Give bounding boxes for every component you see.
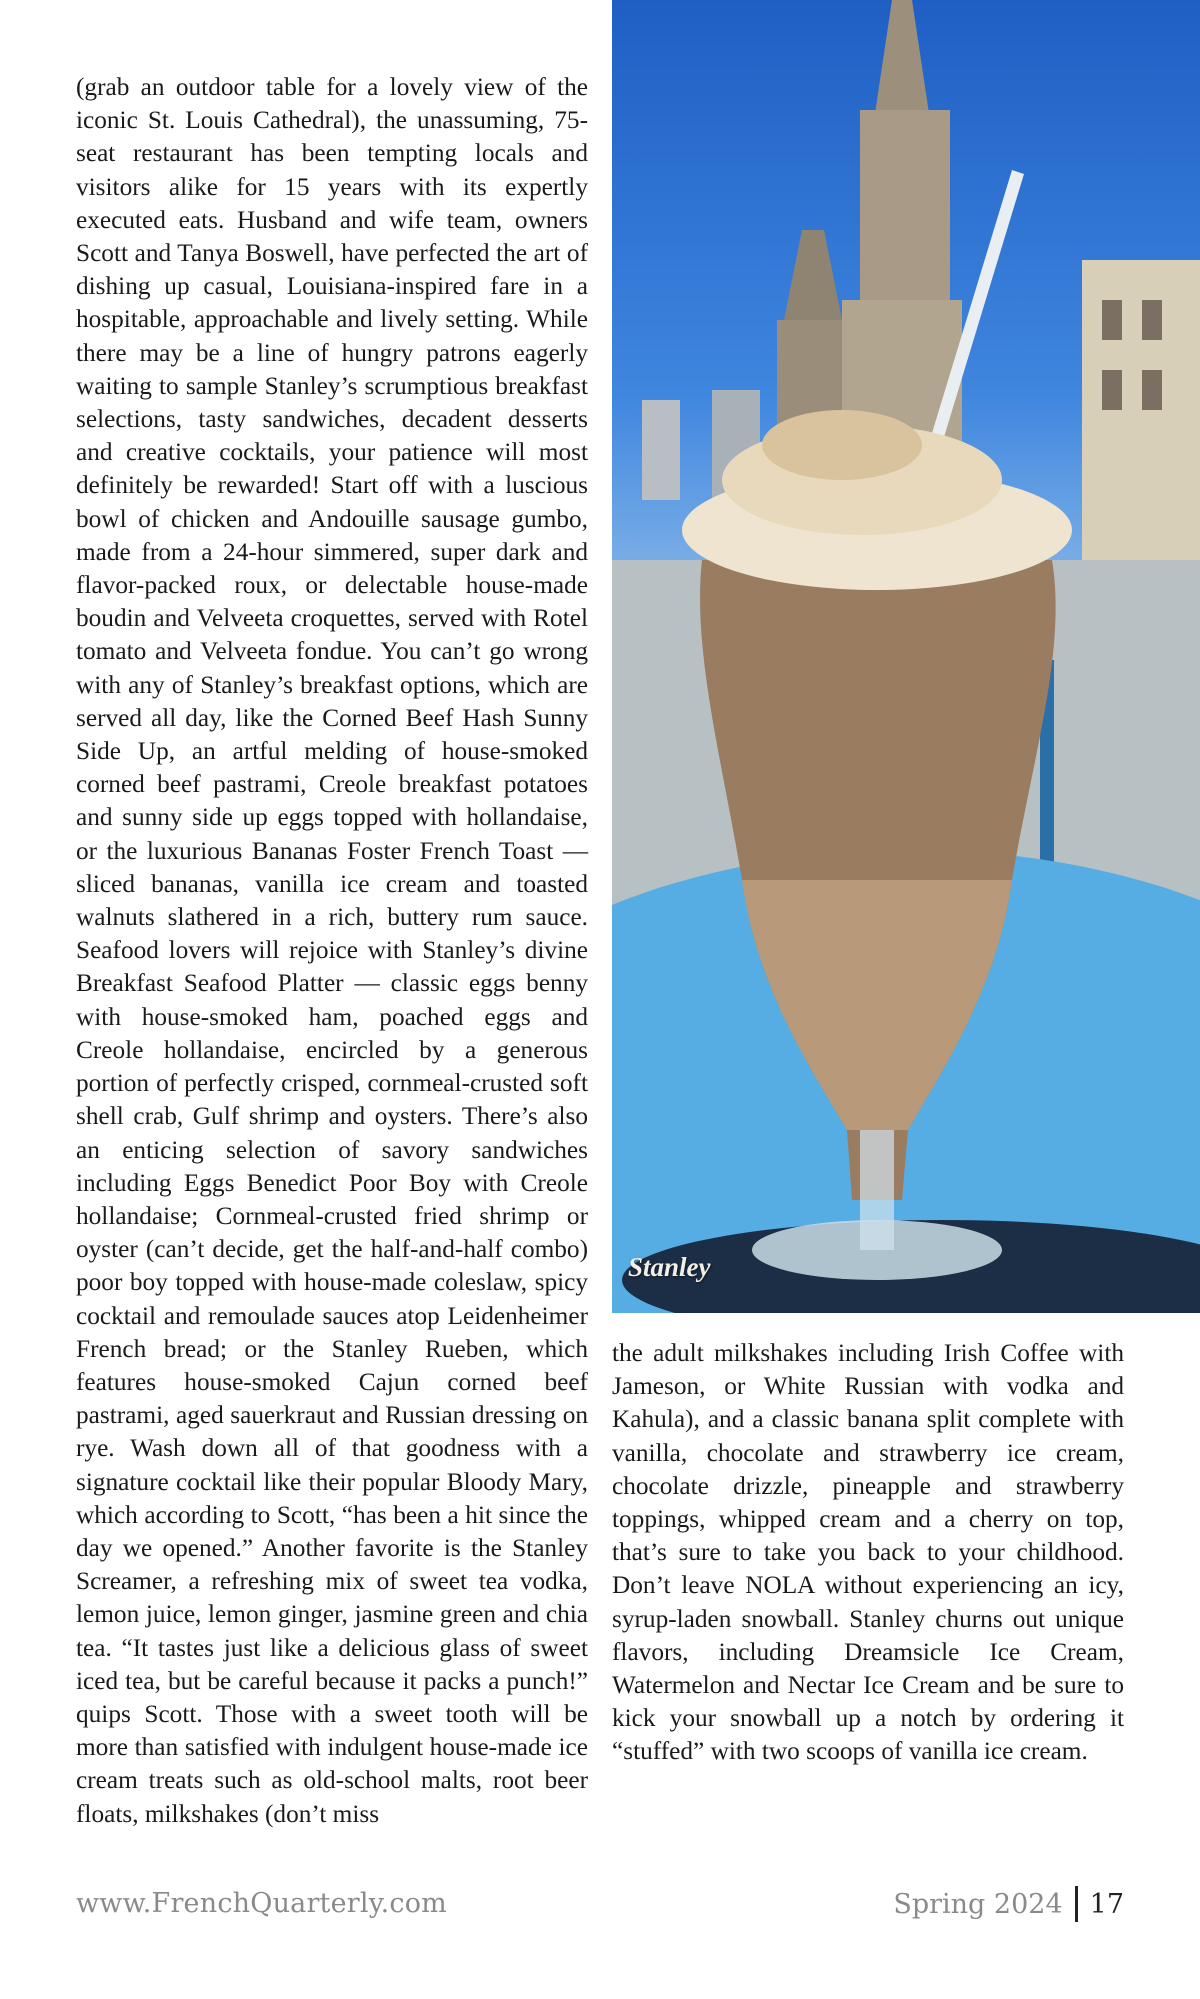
article-paragraph-left: (grab an outdoor table for a lovely view of the iconic St. Louis Cathedral), the unassuming, 75-seat restaurant has been tempting locals and visitors alike for 15 years with its expertly executed eats. Husband and wife team, owners Scott and Tanya Boswell, have perfected the art of dishing up casual, Louisiana-inspired fare in a hospitable, approachable and lively setting. While there may be a line of hungry patrons eagerly waiting to sample Stanley’s scrumptious breakfast selections, tasty sandwiches, decadent desserts and creative cocktails, your patience will most definitely be rewarded! Start off with a luscious bowl of chicken and Andouille sausage gumbo, made from a 24-hour simmered, super dark and flavor-packed roux, or delectable house-made boudin and Velveeta croquettes, served with Rotel tomato and Velveeta fondue. You can’t go wrong with any of Stanley’s breakfast options, which are served all day, like the Corned Beef Hash Sunny Side Up, an artful melding of house-smoked corned beef pastrami, Creole breakfast potatoes and sunny side up eggs topped with hollandaise, or the luxurious Bananas Foster French Toast — sliced bananas, vanilla ice cream and toasted walnuts slathered in a rich, buttery rum sauce. Seafood lovers will rejoice with Stanley’s divine Breakfast Seafood Platter — classic eggs benny with house-smoked ham, poached eggs and Creole hollandaise, encircled by a generous portion of perfectly crisped, cornmeal-crusted soft shell crab, Gulf shrimp and oysters. There’s also an enticing selection of savory sandwiches including Eggs Benedict Poor Boy with Creole hollandaise; Cornmeal-crusted fried shrimp or oyster (can’t decide, get the half-and-half combo) poor boy topped with house-made coleslaw, spicy cocktail and remoulade sauces atop Leidenheimer French bread; or the Stanley Rueben, which features house-smoked Cajun corned beef pastrami, aged sauerkraut and Russian dressing on rye. Wash down all of that goodness with a signature cocktail like their popular Bloody Mary, which according to Scott, “has been a hit since the day we opened.” Another favorite is the Stanley Screamer, a refreshing mix of sweet tea vodka, lemon juice, lemon ginger, jasmine green and chia tea. “It tastes just like a delicious glass of sweet iced tea, but be careful because it packs a punch!” quips Scott. Those with a sweet tooth will be more than satisfied with indulgent house-made ice cream treats such as old-school malts, root beer floats, milkshakes (don’t miss <box>76 73 588 1828</box>
photo-illustration <box>612 0 1200 1313</box>
footer-issue-label: Spring 2024 <box>893 1888 1063 1920</box>
milkshake-photo <box>612 0 1200 1313</box>
photo-caption: Stanley <box>628 1252 711 1282</box>
footer-divider <box>1075 1886 1078 1922</box>
page-number: 17 <box>1089 1888 1124 1920</box>
article-column-right <box>612 1337 1124 1769</box>
footer-issue-block <box>893 1886 1124 1922</box>
footer-website-url: www.FrenchQuarterly.com <box>76 1888 447 1919</box>
article-paragraph-right: the adult milkshakes including Irish Coffee with Jameson, or White Russian with vodka and Kahula), and a classic banana split complete with vanilla, chocolate and strawberry ice cream, chocolate drizzle, pineapple and strawberry toppings, whipped cream and a cherry on top, that’s sure to take you back to your childhood. Don’t leave NOLA without experiencing an icy, syrup-laden snowball. Stanley churns out unique flavors, including Dreamsicle Ice Cream, Watermelon and Nectar Ice Cream and be sure to kick your snowball up a notch by ordering it “stuffed” with two scoops of vanilla ice cream. <box>612 1339 1124 1766</box>
article-column-left <box>76 71 588 1831</box>
